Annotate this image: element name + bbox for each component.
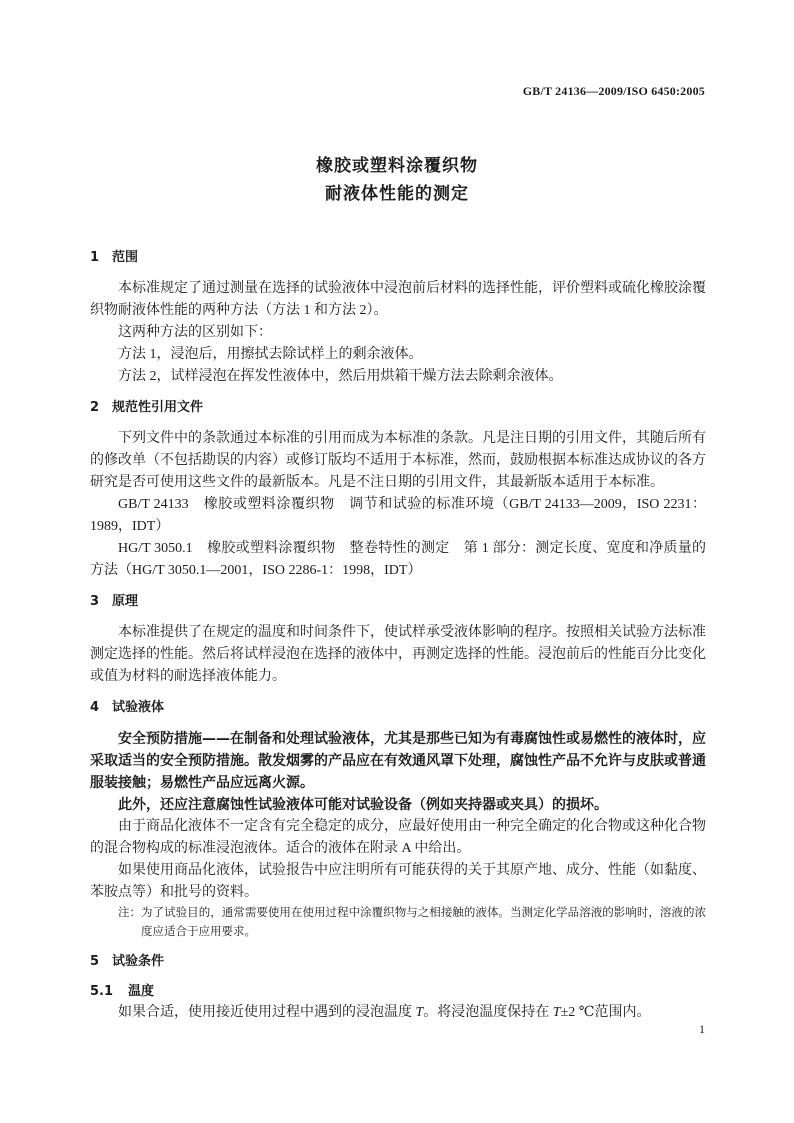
text-run: 。将浸泡温度保持在 xyxy=(423,1005,553,1020)
subsection-title: 温度 xyxy=(128,984,155,999)
note: 注：为了试验目的，通常需要使用在使用过程中涂覆织物与之相接触的液体。当测定化学品溶液的影响时，溶液的浓度应适合于应用要求。 xyxy=(118,907,706,938)
reference-entry: HG/T 3050.1 橡胶或塑料涂覆织物 整卷特性的测定 第 1 部分：测定长度、宽度和净质量的方法（HG/T 3050.1—2001，ISO 2286-1：1998，IDT） xyxy=(90,541,706,578)
text-run: 如果合适，使用接近使用过程中遇到的浸泡温度 xyxy=(118,1005,416,1020)
paragraph: 本标准规定了通过测量在选择的试验液体中浸泡前后材料的选择性能，评价塑料或硫化橡胶涂覆织物耐液体性能的两种方法（方法 1 和方法 2）。 xyxy=(90,281,706,318)
section-number: 4 xyxy=(90,700,100,715)
paragraph: 这两种方法的区别如下： xyxy=(118,325,272,340)
temperature-symbol: T xyxy=(415,1005,424,1020)
subsection-number: 5.1 xyxy=(90,984,114,999)
reference-entry: GB/T 24133 橡胶或塑料涂覆织物 调节和试验的标准环境（GB/T 24133—2009，ISO 2231：1989，IDT） xyxy=(90,497,706,534)
page-number: 1 xyxy=(699,1022,705,1036)
section-number: 1 xyxy=(90,250,100,265)
paragraph: 下列文件中的条款通过本标准的引用而成为本标准的条款。凡是注日期的引用文件，其随后所有的修改单（不包括勘误的内容）或修订版均不适用于本标准，然而，鼓励根据本标准达成协议的各方研究是否可使用这些文件的最新版本。凡是不注日期的引用文件，其最新版本适用于本标准。 xyxy=(90,431,706,490)
caution-text: 此外，还应注意腐蚀性试验液体可能对试验设备（例如夹持器或夹具）的损坏。 xyxy=(118,797,608,813)
paragraph: 如果使用商品化液体，试验报告中应注明所有可能获得的关于其原产地、成分、性能（如黏度、苯胺点等）和批号的资料。 xyxy=(90,863,706,900)
section-test-conditions xyxy=(90,951,706,1024)
section-principle xyxy=(90,591,706,688)
section-number: 5 xyxy=(90,954,100,969)
title-line-1: 橡胶或塑料涂覆织物 xyxy=(316,156,478,176)
document-body xyxy=(90,247,706,1024)
section-title: 规范性引用文件 xyxy=(112,400,204,415)
paragraph: 方法 2，试样浸泡在挥发性液体中，然后用烘箱干燥方法去除剩余液体。 xyxy=(118,369,563,384)
section-heading xyxy=(90,951,706,973)
paragraph: 方法 1，浸泡后，用擦拭去除试样上的剩余液体。 xyxy=(118,347,423,362)
section-heading xyxy=(90,697,706,719)
section-title: 原理 xyxy=(112,594,139,609)
section-scope xyxy=(90,247,706,388)
section-test-liquids xyxy=(90,697,706,942)
paragraph: 本标准提供了在规定的温度和时间条件下，使试样承受液体影响的程序。按照相关试验方法标准测定选择的性能。然后将试样浸泡在选择的液体中，再测定选择的性能。浸泡前后的性能百分比变化或值为材料的耐选择液体能力。 xyxy=(90,625,706,684)
section-title: 试验条件 xyxy=(112,954,165,969)
section-title: 范围 xyxy=(112,250,139,265)
document-title xyxy=(0,152,794,208)
section-normative-references xyxy=(90,397,706,582)
standard-code-header: GB/T 24136—2009/ISO 6450:2005 xyxy=(522,84,705,98)
section-heading xyxy=(90,591,706,613)
paragraph xyxy=(90,1002,706,1024)
section-number: 3 xyxy=(90,594,100,609)
paragraph: 由于商品化液体不一定含有完全稳定的成分，应最好使用由一种完全确定的化合物或这种化合物的混合物构成的标准浸泡液体。适合的液体在附录 A 中给出。 xyxy=(90,819,706,856)
section-title: 试验液体 xyxy=(112,700,165,715)
temperature-symbol: T xyxy=(552,1005,561,1020)
subsection-heading xyxy=(90,982,706,1002)
section-heading xyxy=(90,397,706,419)
section-number: 2 xyxy=(90,400,100,415)
text-run: ±2 ℃范围内。 xyxy=(560,1005,651,1020)
section-heading xyxy=(90,247,706,269)
title-line-2: 耐液体性能的测定 xyxy=(325,184,469,204)
safety-warning: 安全预防措施——在制备和处理试验液体，尤其是那些已知为有毒腐蚀性或易燃性的液体时，应采取适当的安全预防措施。散发烟雾的产品应在有效通风罩下处理，腐蚀性产品不允许与皮肤或普通服装接触；易燃性产品应远离火源。 xyxy=(90,731,706,791)
